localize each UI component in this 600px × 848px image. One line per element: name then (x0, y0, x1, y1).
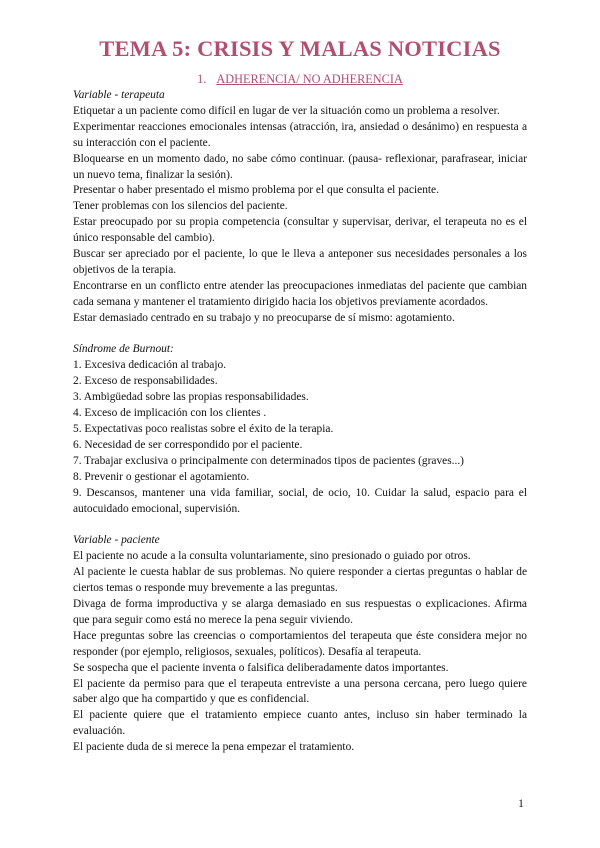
therapist-item: Experimentar reacciones emocionales intensas (atracción, ira, ansiedad o desánimo) en respuesta a su interacción con el paciente. (73, 120, 527, 149)
burnout-item: 9. Descansos, mantener una vida familiar, social, de ocio, 10. Cuidar la salud, espacio para el autocuidado emocional, supervisión. (73, 486, 527, 515)
patient-item: El paciente da permiso para que el terapeuta entreviste a una persona cercana, pero luego quiere saber algo que ha compartido y que es confidencial. (73, 677, 527, 706)
therapist-item: Buscar ser apreciado por el paciente, lo que le lleva a anteponer sus necesidades personales a los objetivos de la terapia. (73, 248, 527, 276)
page-number: 1 (518, 796, 524, 810)
burnout-item: 7. Trabajar exclusiva o principalmente con determinados tipos de pacientes (graves...) (73, 454, 464, 467)
patient-item: El paciente quiere que el tratamiento empiece cuanto antes, incluso sin haber terminado la evaluación. (73, 709, 527, 738)
burnout-item: 3. Ambigüedad sobre las propias responsabilidades. (73, 391, 309, 404)
patient-item: Se sospecha que el paciente inventa o falsifica deliberadamente datos importantes. (73, 661, 449, 674)
therapist-variable-heading: Variable - terapeuta (73, 89, 165, 101)
therapist-item: Estar preocupado por su propia competencia (consultar y supervisar, derivar, el terapeuta no es el único responsable del cambio). (73, 216, 527, 245)
burnout-item: 2. Exceso de responsabilidades. (73, 375, 218, 388)
paragraph-gap (73, 327, 527, 343)
patient-item: El paciente no acude a la consulta voluntariamente, sino presionado o guiado por otros. (73, 550, 471, 563)
therapist-item: Tener problemas con los silencios del paciente. (73, 200, 288, 213)
patient-item: Al paciente le cuesta hablar de sus problemas. No quiere responder a ciertas preguntas o hablar de ciertos temas o responde muy brevemente a las preguntas. (73, 566, 527, 595)
document-body (73, 88, 527, 756)
therapist-item: Presentar o haber presentado el mismo problema por el que consulta el paciente. (73, 184, 439, 197)
patient-item: El paciente duda de si merece la pena empezar el tratamiento. (73, 741, 355, 754)
therapist-item: Estar demasiado centrado en su trabajo y no preocuparse de sí mismo: agotamiento. (73, 311, 455, 324)
burnout-item: 5. Expectativas poco realistas sobre el éxito de la terapia. (73, 423, 334, 436)
page-title: TEMA 5: CRISIS Y MALAS NOTICIAS (99, 36, 501, 61)
burnout-item: 4. Exceso de implicación con los clientes . (73, 407, 267, 420)
paragraph-gap (73, 517, 527, 533)
burnout-item: 1. Excesiva dedicación al trabajo. (73, 359, 227, 372)
section-number: 1. (197, 72, 207, 86)
patient-item: Divaga de forma improductiva y se alarga demasiado en sus respuestas o explicaciones. Afirma que para seguir como está no merece la pena seguir viviendo. (73, 597, 527, 626)
therapist-item: Bloquearse en un momento dado, no sabe cómo continuar. (pausa- reflexionar, parafrasear, iniciar un nuevo tema, finalizar la sesión). (73, 152, 527, 181)
burnout-item: 8. Prevenir o gestionar el agotamiento. (73, 470, 250, 483)
therapist-item: Encontrarse en un conflicto entre atender las preocupaciones inmediatas del paciente que cambian cada semana y mantener el tratamiento dirigido hacia los objetivos previamente acordados. (73, 279, 527, 308)
patient-variable-heading: Variable - paciente (73, 534, 160, 547)
section-heading-text: ADHERENCIA/ NO ADHERENCIA (216, 72, 403, 86)
therapist-item: Etiquetar a un paciente como difícil en lugar de ver la situación como un problema a resolver. (73, 104, 500, 117)
section-heading (0, 72, 600, 87)
burnout-heading: Síndrome de Burnout: (73, 343, 174, 356)
burnout-item: 6. Necesidad de ser correspondido por el paciente. (73, 438, 303, 451)
patient-item: Hace preguntas sobre las creencias o comportamientos del terapeuta que éste considera mejor no responder (por ejemplo, religiosos, sexuales, políticos). Desafía al terapeuta. (73, 629, 527, 658)
